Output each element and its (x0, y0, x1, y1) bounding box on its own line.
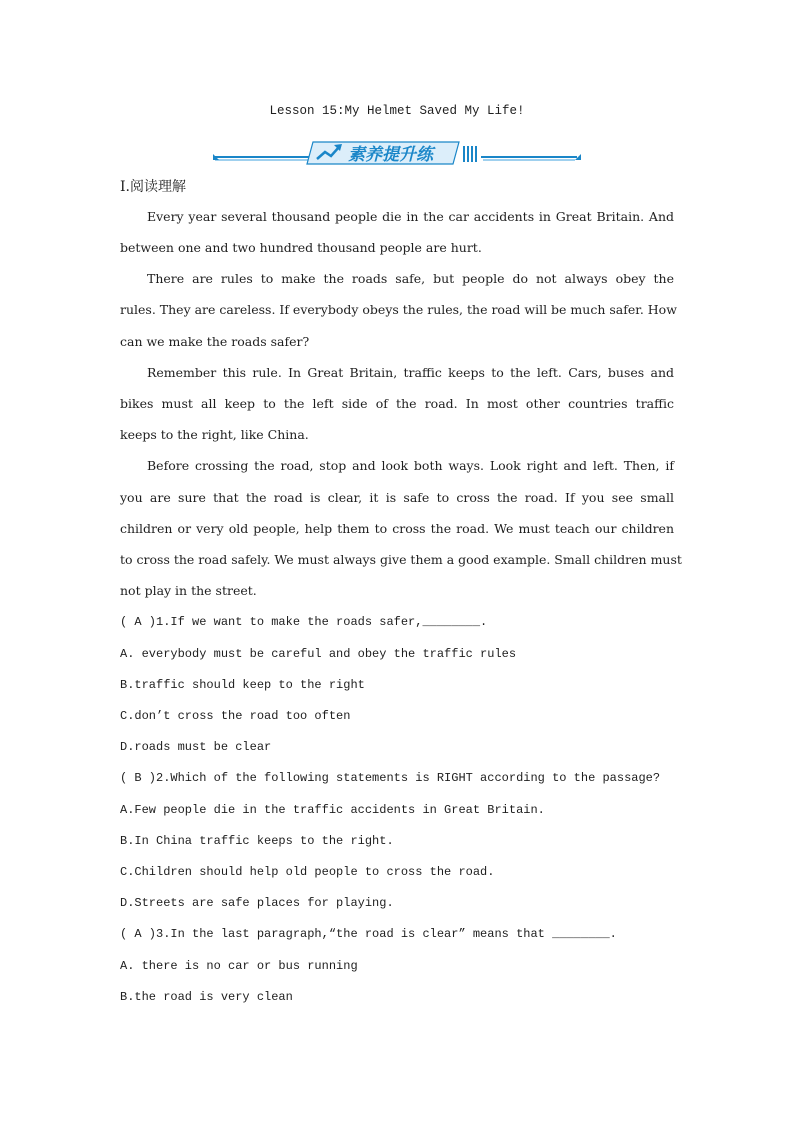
option-d: D.roads must be clear (120, 740, 272, 754)
paragraph-line: can we make the roads safer? (120, 334, 310, 349)
section-banner (213, 134, 581, 166)
option-b: B.traffic should keep to the right (120, 678, 365, 692)
question-2: ( B )2.Which of the following statements is RIGHT according to the passage? (120, 771, 661, 785)
paragraph-line: rules. They are careless. If everybody obeys the rules, the road will be much safer. How (120, 302, 677, 317)
question-3: ( A )3.In the last paragraph,“the road is clear” means that ________. (120, 927, 617, 941)
option-d: D.Streets are safe places for playing. (120, 896, 394, 910)
option-b: B.In China traffic keeps to the right. (120, 834, 394, 848)
paragraph-line: to cross the road safely. We must always give them a good example. Small children must (120, 552, 682, 567)
option-b: B.the road is very clean (120, 990, 293, 1004)
paragraph-line: Every year several thousand people die in the car accidents in Great Britain. And (147, 209, 674, 224)
paragraph-line: bikes must all keep to the left side of the road. In most other countries traffic (120, 396, 674, 411)
paragraph-line: There are rules to make the roads safe, but people do not always obey the (147, 271, 674, 286)
banner-text: 素养提升练 (348, 145, 433, 165)
paragraph-line: Before crossing the road, stop and look both ways. Look right and left. Then, if (147, 458, 674, 473)
section-heading: Ⅰ.阅读理解 (120, 179, 186, 195)
paragraph-line: keeps to the right, like China. (120, 427, 309, 442)
option-a: A. everybody must be careful and obey the traffic rules (120, 647, 517, 661)
paragraph-line: not play in the street. (120, 583, 257, 598)
paragraph-line: children or very old people, help them to cross the road. We must teach our children (120, 521, 674, 536)
paragraph-line: between one and two hundred thousand people are hurt. (120, 240, 482, 255)
option-a: A. there is no car or bus running (120, 959, 358, 973)
page-title: Lesson 15:My Helmet Saved My Life! (269, 104, 525, 118)
option-a: A.Few people die in the traffic accidents in Great Britain. (120, 803, 545, 817)
question-1: ( A )1.If we want to make the roads safer,________. (120, 615, 488, 629)
paragraph-line: Remember this rule. In Great Britain, traffic keeps to the left. Cars, buses and (147, 365, 674, 380)
option-c: C.Children should help old people to cross the road. (120, 865, 495, 879)
option-c: C.don’t cross the road too often (120, 709, 351, 723)
paragraph-line: you are sure that the road is clear, it is safe to cross the road. If you see small (120, 490, 674, 505)
